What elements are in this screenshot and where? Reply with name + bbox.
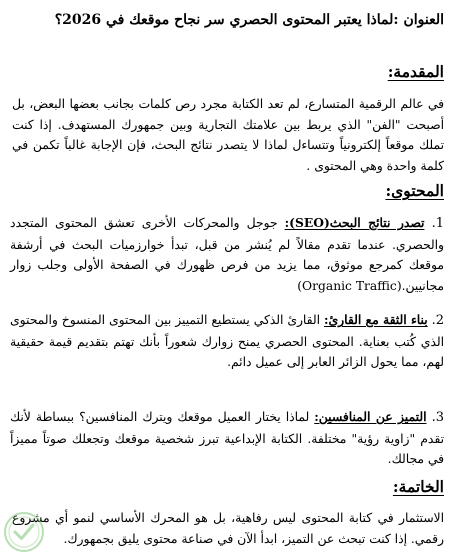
- conclusion-heading: الخاتمة:: [392, 477, 444, 496]
- content-item-3: [10, 407, 444, 470]
- item-number: 2.: [431, 313, 444, 328]
- item-text: القارئ الذكي يستطيع التمييز بين المحتوى المنسوخ والمحتوى الذي كُتب بعناية. المحتوى الحصري يمنح زوارك شعوراً بأنك تهتم بتقديم قيمة حقيقية لهم، مما يحول الزائر العابر إلى عميل دائم.: [10, 313, 444, 369]
- item-text: جوجل والمحركات الأخرى تعشق المحتوى المتجدد والحصري. عندما تقدم مقالاً لم يُنشر من قبل، تبدأ خوارزميات البحث في أرشفة موقعك كمرجع موثوق، مما يزيد من فرص ظهورك في الصفحة الأولى وجلب زوار مجانيين.(Organic Traffic): [10, 216, 444, 293]
- conclusion-paragraph: الاستثمار في كتابة المحتوى ليس رفاهية، بل هو المحرك الأساسي لنمو أي مشروع رقمي. إذا كنت تبحث عن التميز، ابدأ الآن في صناعة محتوى يليق بجمهورك.: [12, 511, 444, 546]
- content-item-1: [10, 213, 444, 296]
- item-number: 1.: [431, 216, 444, 231]
- item-label: بناء الثقة مع القارئ:: [324, 312, 428, 327]
- content-item-2: [10, 310, 444, 373]
- checkmark-seal-icon: [2, 510, 46, 554]
- item-number: 3.: [431, 410, 444, 425]
- item-label: تصدر نتائج البحث(SEO):: [284, 215, 425, 230]
- item-text: لماذا يختار العميل موقعك ويترك المنافسين؟ ببساطة لأنك تقدم "زاوية رؤية" مختلفة. الكتابة الإبداعية تبرز شخصية موقعك وتجعلك صوتاً مميزاً في مجالك.: [10, 410, 444, 466]
- intro-heading: المقدمة:: [387, 62, 444, 81]
- intro-paragraph: في عالم الرقمية المتسارع، لم تعد الكتابة مجرد رص كلمات بجانب بعضها البعض، بل أصبحت "الفن" الذي يربط بين علامتك التجارية وبين جمهورك المستهدف. إذا كنت تملك موقعاً إلكترونياً وتتساءل لماذا لا يتصدر نتائج البحث، فإن الإجابة غالباً تكمن في كلمة واحدة وهي المحتوى .: [12, 97, 444, 173]
- item-label: التميز عن المنافسين:: [314, 409, 427, 424]
- document-title: العنوان :لماذا يعتبر المحتوى الحصري سر نجاح موقعك في 2026؟: [54, 12, 444, 28]
- content-heading: المحتوى:: [385, 181, 444, 200]
